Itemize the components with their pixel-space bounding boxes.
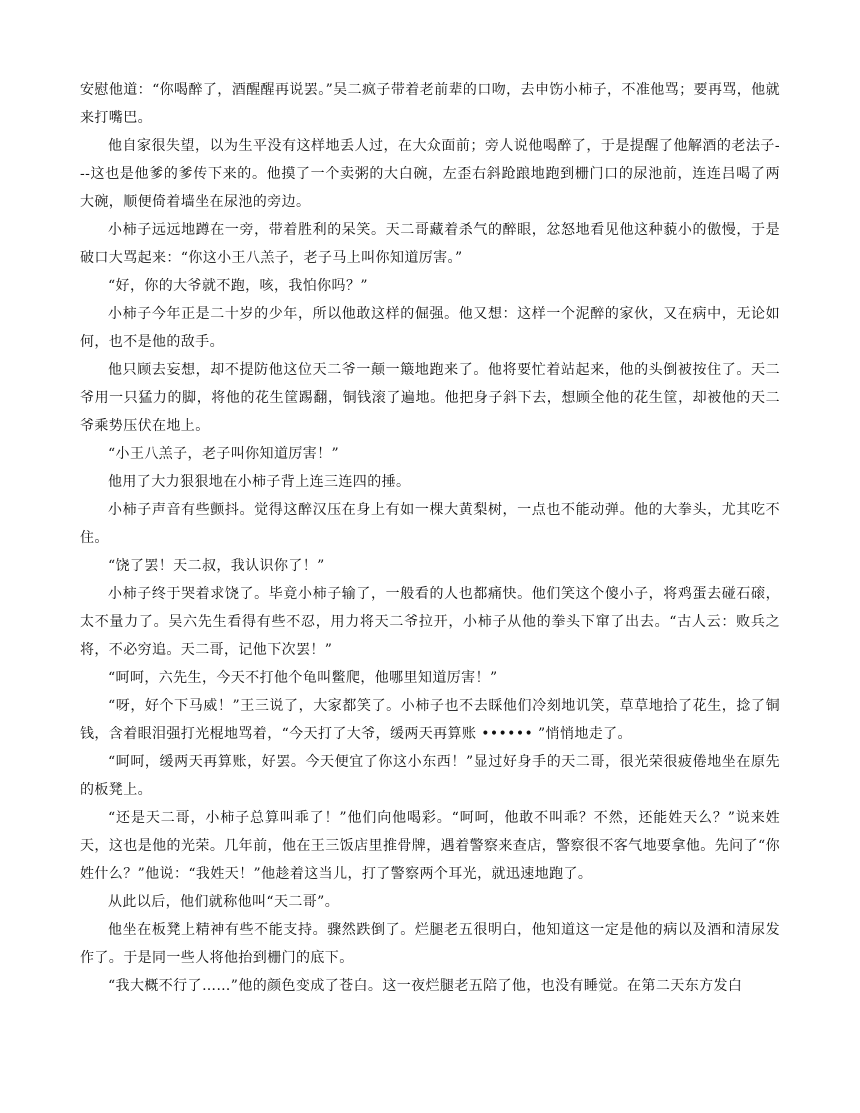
paragraph-4: “好，你的大爷就不跑，咳，我怕你吗？”: [108, 278, 368, 294]
paragraph-16: 从此以后，他们就称他叫“天二哥”。: [108, 894, 340, 910]
paragraph-10: “饶了罢！天二叔，我认识你了！”: [108, 558, 325, 574]
paragraph-18: “我大概不行了……”他的颜色变成了苍白。这一夜烂腿老五陪了他，也没有睡觉。在第二天东方发白: [108, 978, 743, 994]
paragraph-15: “还是天二哥，小柿子总算叫乖了！”他们向他喝彩。“呵呵，他敢不叫乖？不然，还能姓天么？”说来姓天，这也是他的光荣。几年前，他在王三饭店里推骨牌，遇着警察来查店，警察很不客气地要拿他。先问了“你姓什么？”他说：“我姓天！”他趁着这当儿，打了警察两个耳光，就迅速地跑了。: [80, 810, 780, 882]
paragraph-6: 他只顾去妄想，却不提防他这位天二爷一颠一簸地跑来了。他将要忙着站起来，他的头倒被按住了。天二爷用一只猛力的脚，将他的花生筐踢翻，铜钱滚了遍地。他把身子斜下去，想顾全他的花生筐，却被他的天二爷乘势压伏在地上。: [80, 362, 780, 434]
paragraph-14: “呵呵，缓两天再算账，好罢。今天便宜了你这小东西！”显过好身手的天二哥，很光荣很疲倦地坐在原先的板凳上。: [80, 754, 780, 798]
paragraph-9: 小柿子声音有些颤抖。觉得这醉汉压在身上有如一棵大黄梨树，一点也不能动弹。他的大拳头，尤其吃不住。: [80, 502, 780, 546]
paragraph-11: 小柿子终于哭着求饶了。毕竟小柿子输了，一般看的人也都痛快。他们笑这个傻小子，将鸡蛋去碰石磙，太不量力了。吴六先生看得有些不忍，用力将天二爷拉开，小柿子从他的拳头下窜了出去。“古人云：败兵之将，不必穷追。天二哥，记他下次罢！”: [80, 586, 780, 658]
paragraph-17: 他坐在板凳上精神有些不能支持。骤然跌倒了。烂腿老五很明白，他知道这一定是他的病以及酒和清尿发作了。于是同一些人将他抬到栅门的底下。: [80, 922, 780, 966]
paragraph-2: 他自家很失望，以为生平没有这样地丢人过，在大众面前；旁人说他喝醉了，于是提醒了他解酒的老法子---这也是他爹的爹传下来的。他摸了一个卖粥的大白碗，左歪右斜跄踉地跑到栅门口的尿池前，连连吕喝了两大碗，顺便倚着墙坐在尿池的旁边。: [80, 138, 780, 210]
paragraph-3: 小柿子远远地蹲在一旁，带着胜利的呆笑。天二哥藏着杀气的醉眼，忿怒地看见他这种藐小的傲慢，于是破口大骂起来：“你这小王八羔子，老子马上叫你知道厉害。”: [80, 222, 780, 266]
paragraph-8: 他用了大力狠狠地在小柿子背上连三连四的捶。: [108, 474, 411, 490]
paragraph-5: 小柿子今年正是二十岁的少年，所以他敢这样的倔强。他又想：这样一个泥醉的家伙，又在病中，无论如何，也不是他的敌手。: [80, 306, 780, 350]
paragraph-7: “小王八羔子，老子叫你知道厉害！”: [108, 446, 340, 462]
paragraph-12: “呵呵，六先生，今天不打他个龟叫鳖爬，他哪里知道厉害！”: [108, 670, 498, 686]
paragraph-1: 安慰他道：“你喝醉了，酒醒醒再说罢。”吴二疯子带着老前辈的口吻，去申饬小柿子，不准他骂；要再骂，他就来打嘴巴。: [80, 82, 780, 126]
paragraph-13: “呀，好个下马威！”王三说了，大家都笑了。小柿子也不去睬他们冷刻地讥笑，草草地拾了花生，捻了铜钱，含着眼泪强打光棍地骂着，“今天打了大爷，缓两天再算账 •••••• ”悄悄地走了。: [80, 698, 780, 742]
